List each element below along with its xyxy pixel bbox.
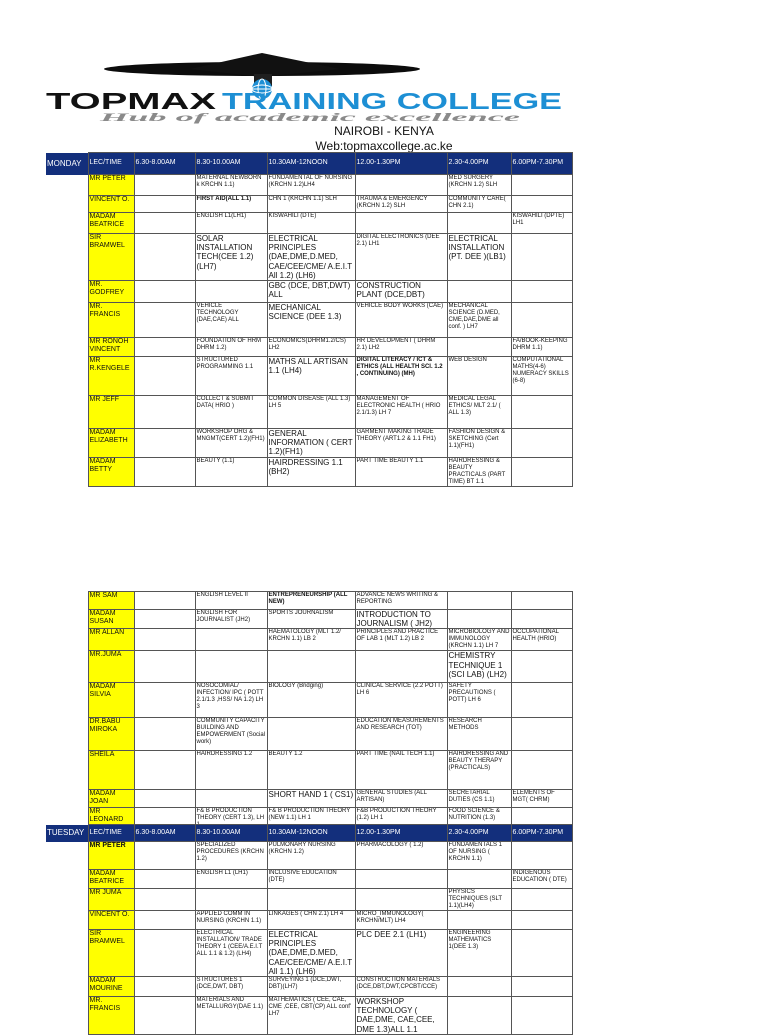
lecturer-row (46, 234, 572, 281)
class-cell: MICRO_IMMUNOLOGY( KRCHN/MLT) LH4 (355, 911, 447, 930)
class-cell: GENERAL STUDIES (ALL ARTISAN) (355, 790, 447, 808)
class-cell: MATHEMATICS ( CEE, CAE, CME ,CEE, CBT(CP) ALL conf' LH7 (267, 996, 355, 1034)
left-margin-cell (46, 175, 88, 196)
class-cell (134, 683, 195, 718)
left-margin-cell (46, 428, 88, 457)
left-margin-cell (46, 395, 88, 428)
time-slot-header: LEC/TIME (88, 153, 134, 175)
class-cell: ELECTRICAL INSTALLATION/ TRADE THEORY 1 (CEE/A.E.I.T ALL 1.1 & 1.2) (LH4) (195, 930, 267, 977)
lecturer-row (46, 889, 572, 911)
class-cell (134, 337, 195, 356)
class-cell: DIGITAL LITERACY / ICT & ETHICS (ALL HEALTH SCI. 1.2 , CONTINUING) (MH) (355, 356, 447, 395)
class-cell: CLINICAL SERVICE (2.2 POTT) LH 6 (355, 683, 447, 718)
class-cell: MED SURGERY (KRCHN 1.2) SLH (447, 175, 511, 196)
class-cell: HR DEVELOPMENT ( DHRM 2.1) LH2 (355, 337, 447, 356)
class-cell: FOOD SCIENCE & NUTRITION (1.3) (447, 808, 511, 830)
class-cell (511, 196, 572, 213)
class-cell: KISWAHILI (DTE) (267, 213, 355, 234)
class-cell: EDUCATION MEASUREMENTS AND RESEARCH (TOT) (355, 718, 447, 751)
time-slot-header: 10.30AM-12NOON (267, 153, 355, 175)
lecturer-name: MR. GODFREY (88, 280, 134, 302)
class-cell: ELECTRICAL INSTALLATION (PT. DEE )(LB1) (447, 234, 511, 281)
left-margin-cell (46, 790, 88, 808)
class-cell (447, 610, 511, 629)
class-cell (511, 976, 572, 996)
class-cell: COMMUNITY CARE( CHN 2.1) (447, 196, 511, 213)
class-cell (134, 234, 195, 281)
class-cell (134, 175, 195, 196)
lecturer-row (46, 213, 572, 234)
class-cell: F& B PRODUCTION THEORY (CERT 1.3), LH (195, 808, 267, 830)
logo-text-training-college: TRAINING COLLEGE (222, 88, 562, 114)
class-cell: WEB DESIGN (447, 356, 511, 395)
class-cell (134, 718, 195, 751)
class-cell (134, 196, 195, 213)
lecturer-row (46, 610, 572, 629)
class-cell (511, 234, 572, 281)
left-margin-cell (46, 629, 88, 651)
time-slot-header: 10.30AM-12NOON (267, 825, 355, 842)
left-margin-cell (46, 976, 88, 996)
class-cell: GENERAL INFORMATION ( CERT 1.2)(FH1) (267, 428, 355, 457)
lecturer-row (46, 592, 572, 610)
left-margin-cell (46, 870, 88, 889)
class-cell: PHARMACOLOGY ( 1.2) (355, 842, 447, 870)
class-cell (511, 718, 572, 751)
left-margin-cell (46, 889, 88, 911)
class-cell (134, 280, 195, 302)
class-cell (447, 996, 511, 1034)
page-website-heading: Web:topmaxcollege.ac.ke (315, 139, 453, 153)
time-slot-header: 12.00-1.30PM (355, 153, 447, 175)
class-cell: INDIGENOUS EDUCATION ( DTE) (511, 870, 572, 889)
lecturer-name: MR LEONARD (88, 808, 134, 830)
class-cell (134, 651, 195, 683)
college-logo (40, 45, 570, 130)
lecturer-name: MADAM ELIZABETH (88, 428, 134, 457)
class-cell: SURVEYING 1 (DCE,DWT, DBT)(LH7) (267, 976, 355, 996)
left-margin-cell (46, 234, 88, 281)
lecturer-row (46, 629, 572, 651)
class-cell: FOUNDATION OF HRM DHRM 1.2) (195, 337, 267, 356)
class-cell: CHN 1 (KRCHN 1.1) SLH (267, 196, 355, 213)
class-cell (134, 356, 195, 395)
time-slot-header: 8.30-10.00AM (195, 153, 267, 175)
left-margin-cell (46, 842, 88, 870)
tuesday-timetable (46, 824, 573, 1035)
time-slot-header: 6.00PM-7.30PM (511, 153, 572, 175)
class-cell: HAIRDRESSING 1.1 (BH2) (267, 457, 355, 486)
lecturer-row (46, 930, 572, 977)
class-cell (511, 395, 572, 428)
class-cell (267, 651, 355, 683)
class-cell (511, 996, 572, 1034)
monday-timetable (46, 152, 573, 487)
class-cell: FUNDAMENTAL OF NURSING (KRCHN 1.2)LH4 (267, 175, 355, 196)
class-cell (134, 395, 195, 428)
class-cell: MICROBIOLOGY AND IMMUNOLOGY (KRCHN 1.1) LH 7 (448, 629, 510, 650)
class-cell (195, 889, 267, 911)
lecturer-row (46, 280, 572, 302)
lecturer-name: DR.BABU MIROKA (88, 718, 134, 751)
class-cell (134, 870, 195, 889)
time-slot-header: LEC/TIME (88, 825, 134, 842)
time-slot-header: 2.30-4.00PM (447, 825, 511, 842)
class-cell: OCCUPATIONAL HEALTH (HRIO) (511, 629, 572, 651)
lecturer-name: SIR BRAMWEL (88, 930, 134, 977)
lecturer-name: MR JEFF (88, 395, 134, 428)
class-cell: PART TIME BEAUTY 1.1 (355, 457, 447, 486)
left-margin-cell (46, 996, 88, 1034)
lecturer-name: VINCENT O. (88, 911, 134, 930)
left-margin-cell (46, 610, 88, 629)
lecturer-row (46, 457, 572, 486)
left-margin-cell (46, 683, 88, 718)
lecturer-name: MR PETER (88, 842, 134, 870)
lecturer-row (46, 842, 572, 870)
lecturer-name: MR. FRANCIS (88, 996, 134, 1034)
class-cell (511, 280, 572, 302)
class-cell: STRUCTURES 1 (DCE,DWT, DBT) (195, 976, 267, 996)
lecturer-name: MR.JUMA (88, 651, 134, 683)
class-cell (511, 683, 572, 718)
class-cell: ENGLISH LEVEL II (195, 592, 267, 610)
class-cell (134, 911, 195, 930)
class-cell (195, 280, 267, 302)
left-margin-cell (46, 337, 88, 356)
class-cell (355, 870, 447, 889)
class-cell (195, 790, 267, 808)
class-cell (134, 302, 195, 337)
class-cell (134, 996, 195, 1034)
class-cell (195, 651, 267, 683)
class-cell: COLLECT & SUBMIT DATA( HRIO ) (195, 395, 267, 428)
class-cell: WORKSHOP ORG & MNGMT(CERT 1.2)(FH1) (195, 428, 267, 457)
class-cell: PHYSICS TECHNIQUES (SLT 1.1)(LH4) (447, 889, 511, 911)
lecturer-row (46, 996, 572, 1034)
time-slot-header: 12.00-1.30PM (355, 825, 447, 842)
class-cell: GBC (DCE, DBT,DWT) ALL (267, 280, 355, 302)
class-cell: ELECTRICAL PRINCIPLES (DAE,DME,D.MED, CAE/CEE/CME/ A.E.I.T All 1.1) (LH6) (267, 930, 355, 977)
left-margin-cell (46, 302, 88, 337)
left-margin-cell (46, 592, 88, 610)
lecturer-row (46, 870, 572, 889)
class-cell: APPLIED COMM IN NURSING (KRCHN 1.1) (195, 911, 267, 930)
lecturer-row (46, 337, 572, 356)
class-cell (134, 213, 195, 234)
class-cell: TRAUMA & EMERGENCY (KRCHN 1.2) SLH (355, 196, 447, 213)
left-margin-cell (46, 196, 88, 213)
class-cell (267, 889, 355, 911)
class-cell: RESEARCH METHODS (447, 718, 511, 751)
lecturer-row (46, 790, 572, 808)
time-slot-header: 2.30-4.00PM (447, 153, 511, 175)
class-cell: GARMENT MAKING TRADE THEORY (ART1.2 & 1.1 FH1) (355, 428, 447, 457)
class-cell (447, 592, 511, 610)
class-cell (447, 213, 511, 234)
class-cell: F& B PRODUCTION THEORY (NEW 1.1) LH 1 (267, 808, 355, 830)
class-cell: FA/BOOK-KEEPING DHRM 1.1) (511, 337, 572, 356)
class-cell (195, 629, 267, 651)
class-cell: ECONOMICS(DHRM1.2/CS) LH2 (267, 337, 355, 356)
class-cell (511, 428, 572, 457)
class-cell: HAIRDRESSING AND BEAUTY THERAPY (PRACTICALS) (447, 751, 511, 790)
class-cell (134, 930, 195, 977)
class-cell (355, 651, 447, 683)
class-cell (355, 175, 447, 196)
lecturer-name: MADAM BEATRICE (88, 213, 134, 234)
time-slot-header: 6.30-8.00AM (134, 153, 195, 175)
logo-text-topmax: TOPMAX (46, 88, 218, 114)
lecturer-name: MADAM BETTY (88, 457, 134, 486)
class-cell (134, 428, 195, 457)
class-cell (447, 280, 511, 302)
lecturer-name: SHEILA (88, 751, 134, 790)
class-cell (447, 976, 511, 996)
class-cell (511, 911, 572, 930)
lecturer-name: MR R.KENGELE (88, 356, 134, 395)
lecturer-name: MR RONOH VINCENT (88, 337, 134, 356)
class-cell (511, 610, 572, 629)
class-cell: FIRST AID(ALL 1.1) (195, 196, 267, 213)
lecturer-row (46, 976, 572, 996)
time-slot-header: 6.30-8.00AM (134, 825, 195, 842)
class-cell: SAFETY PRECAUTIONS ( POTT) LH 6 (447, 683, 511, 718)
class-cell (511, 651, 572, 683)
class-cell: SHORT HAND 1 ( CS1) (267, 790, 355, 808)
class-cell: F&B PRODUCTION THEORY (1.2) LH 1 (355, 808, 447, 830)
class-cell: INTRODUCTION TO JOURNALISM ( JH2) (355, 610, 447, 629)
class-cell (134, 889, 195, 911)
class-cell (355, 213, 447, 234)
class-cell: NOSOCOMIAL/ INFECTION/ IPC ( POTT 2.1/1.3 ,HSS/ NA 1.2) LH 3 (195, 683, 267, 718)
class-cell: BEAUTY (1.1) (195, 457, 267, 486)
class-cell (134, 610, 195, 629)
class-cell: ENGINEERING MATHEMATICS 1(DEE 1.3) (447, 930, 511, 977)
class-cell (511, 751, 572, 790)
class-cell: ELECTRICAL PRINCIPLES (DAE,DME,D.MED, CAE/CEE/CME/ A.E.I.T All 1.2) (LH6) (267, 234, 355, 281)
class-cell: CONSTRUCTION PLANT (DCE,DBT) (355, 280, 447, 302)
left-margin-cell (46, 930, 88, 977)
lecturer-name: MADAM SILVIA (88, 683, 134, 718)
time-slot-header: 8.30-10.00AM (195, 825, 267, 842)
class-cell (511, 175, 572, 196)
left-margin-cell (46, 911, 88, 930)
lecturer-name: MR JUMA (88, 889, 134, 911)
class-cell: HAIRDRESSING & BEAUTY PRACTICALS (PART TIME) BT 1.1 (447, 457, 511, 486)
class-cell: DIGITAL ELECTRONICS (DEE 2.1) LH1 (355, 234, 447, 281)
lecturer-name: MADAM SUSAN (88, 610, 134, 629)
class-cell: SOLAR INSTALLATION TECH(CEE 1.2)(LH7) (195, 234, 267, 281)
class-cell (511, 302, 572, 337)
class-cell (355, 889, 447, 911)
class-cell (267, 718, 355, 751)
lecturer-row (46, 356, 572, 395)
lecturer-name: MADAM MOURINE (88, 976, 134, 996)
class-cell: VEHICLE TECHNOLOGY (DAE,CAE) ALL (195, 302, 267, 337)
class-cell: ADVANCE NEWS WRITING & REPORTING (355, 592, 447, 610)
class-cell: BIOLOGY (Bridging) (267, 683, 355, 718)
class-cell: SECRETARIAL DUTIES (CS 1.1) (447, 790, 511, 808)
lecturer-row (46, 683, 572, 718)
lecturer-name: VINCENT O. (88, 196, 134, 213)
class-cell: ENGLISH FOR JOURNALIST (JH2) (195, 610, 267, 629)
class-cell: SPECIALIZED PROCEDURES (KRCHN 1.2) (195, 842, 267, 870)
class-cell: PLC DEE 2.1 (LH1) (355, 930, 447, 977)
class-cell (511, 592, 572, 610)
class-cell: COMMON DISEASE (ALL 1.3) LH 5 (267, 395, 355, 428)
class-cell: MECHANICAL SCIENCE (D.MED, CME,DAE,DME all conf. ) LH7 (447, 302, 511, 337)
class-cell (134, 842, 195, 870)
left-margin-cell (46, 213, 88, 234)
class-cell (447, 870, 511, 889)
class-cell: MATERNAL NEWBORN k KRCHN 1.1) (195, 175, 267, 196)
class-cell (511, 930, 572, 977)
lecturer-row (46, 751, 572, 790)
class-cell: BEAUTY 1.2 (267, 751, 355, 790)
class-cell: PART TIME (NAIL TECH 1.1) (355, 751, 447, 790)
class-cell: ELEMENTS OF MGT( CHRM) (511, 790, 572, 808)
class-cell: HAIRDRESSING 1.2 (195, 751, 267, 790)
logo-tagline: Hub of academic excellence (96, 110, 523, 124)
page-city-heading: NAIROBI - KENYA (334, 124, 434, 138)
class-cell: INCLUSIVE EDUCATION (DTE) (267, 870, 355, 889)
left-margin-cell (46, 280, 88, 302)
lecturer-name: MR. FRANCIS (88, 302, 134, 337)
class-cell: ENGLISH L1 (LH1) (195, 870, 267, 889)
lecturer-name: MADAM JOAN (88, 790, 134, 808)
left-margin-cell (46, 457, 88, 486)
lecturer-row (46, 395, 572, 428)
lecturer-name: MR PETER (88, 175, 134, 196)
class-cell (134, 629, 195, 651)
lecturer-name: SIR BRAMWEL (88, 234, 134, 281)
class-cell: MEDICAL LEGAL ETHICS/ MLT 2.1/ ( ALL 1.3) (447, 395, 511, 428)
class-cell: WORKSHOP TECHNOLOGY ( DAE,DME, CAE,CEE, DME 1.3)ALL 1.1 (355, 996, 447, 1034)
left-margin-cell (46, 651, 88, 683)
lecturer-name: MR SAM (88, 592, 134, 610)
lecturer-row (46, 718, 572, 751)
class-cell (447, 337, 511, 356)
class-cell: CHEMISTRY TECHNIQUE 1 (SCI LAB) (LH2) (447, 651, 511, 683)
left-margin-cell (46, 751, 88, 790)
class-cell: CONSTRUCTION MATERIALS (DCE,DBT,DWT,CPCBT/CCE) (355, 976, 447, 996)
lecturer-row (46, 428, 572, 457)
lecturer-name: MR ALLAN (88, 629, 134, 651)
class-cell: KISWAHILI (DPTE) LH1 (511, 213, 572, 234)
class-cell: PRINCIPLES AND PRACTICE OF LAB 1 (MLT 1.2) LB 2 (355, 629, 447, 651)
class-cell: COMPUTATIONAL MATHS(4-6) NUMERACY SKILLS (6-8) (511, 356, 572, 395)
class-cell (511, 457, 572, 486)
left-margin-cell (46, 718, 88, 751)
class-cell: ENGLISH L1(LH1) (195, 213, 267, 234)
time-slot-header: 6.00PM-7.30PM (511, 825, 572, 842)
class-cell: VEHICLE BODY WORKS (CAE) (355, 302, 447, 337)
class-cell: MATERIALS AND METALLURGY(DAE 1.1) (195, 996, 267, 1034)
lecturer-row (46, 175, 572, 196)
class-cell: MANAGEMENT OF ELECTRONIC HEALTH ( HRIO 2.1/1.3) LH 7 (355, 395, 447, 428)
class-cell: FASHION DESIGN & SKETCHING (Cert 1.1)(FH1) (447, 428, 511, 457)
monday-continued-timetable (46, 591, 573, 830)
class-cell: LINKAGES ( CHN 2.1) LH 4 (267, 911, 355, 930)
class-cell: COMMUNITY CAPACITY BUILDING AND EMPOWERMENT (Social work) (195, 718, 267, 751)
class-cell: MECHANICAL SCIENCE (DEE 1.3) (267, 302, 355, 337)
lecturer-row (46, 196, 572, 213)
class-cell (134, 751, 195, 790)
class-cell (134, 976, 195, 996)
day-label: TUESDAY (46, 825, 88, 842)
class-cell: HAEMATOLOGY (MLT 1.2/ KRCHN 1.1) LB 2 (267, 629, 355, 651)
class-cell: PULMONARY NURSING (KRCHN 1.2) (267, 842, 355, 870)
left-margin-cell (46, 356, 88, 395)
lecturer-row (46, 911, 572, 930)
class-cell: SPORTS JOURNALISM (267, 610, 355, 629)
class-cell: FUNDAMENTALS 1 OF NURSING ( KRCHN 1.1) (447, 842, 511, 870)
class-cell (134, 457, 195, 486)
class-cell: STRUCTURED PROGRAMMING 1.1 (195, 356, 267, 395)
class-cell: ENTREPRENEURSHIP (ALL NEW) (267, 592, 355, 610)
class-cell (511, 889, 572, 911)
lecturer-row (46, 302, 572, 337)
lecturer-row (46, 651, 572, 683)
class-cell (447, 911, 511, 930)
class-cell (134, 592, 195, 610)
lecturer-name: MADAM BEATRICE (88, 870, 134, 889)
class-cell (511, 842, 572, 870)
class-cell: MATHS ALL ARTISAN 1.1 (LH4) (267, 356, 355, 395)
class-cell (134, 790, 195, 808)
day-label: MONDAY (46, 153, 88, 175)
